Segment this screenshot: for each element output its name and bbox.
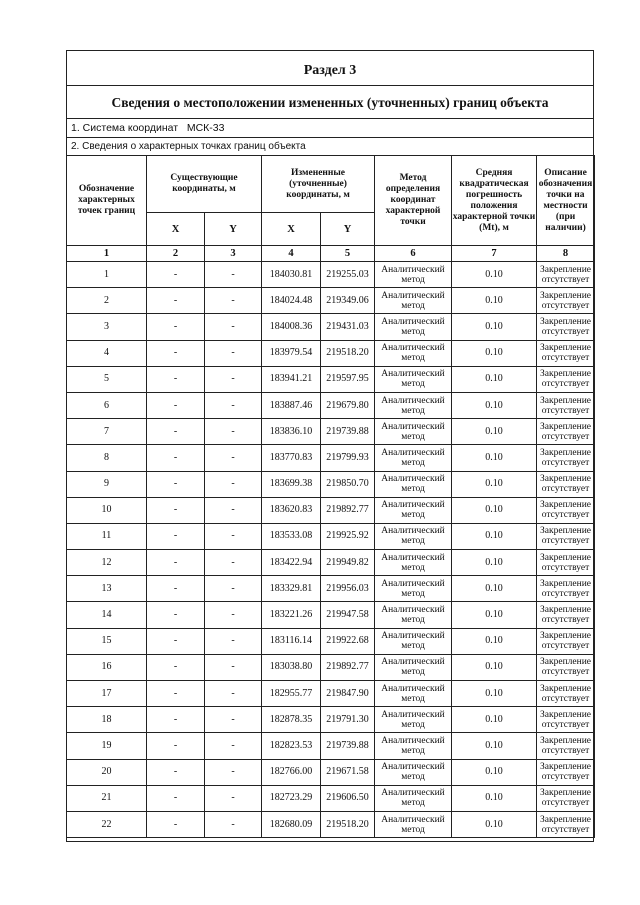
changed-y-cell: 219799.93 bbox=[321, 445, 375, 471]
table-row bbox=[67, 419, 595, 445]
point-number-cell: 13 bbox=[67, 576, 147, 602]
point-number-cell: 12 bbox=[67, 550, 147, 576]
table-row bbox=[67, 288, 595, 314]
column-number: 1 bbox=[67, 246, 147, 262]
method-cell: Аналитический метод bbox=[375, 707, 452, 733]
points-caption: 2. Сведения о характерных точках границ объекта bbox=[71, 141, 306, 152]
changed-y-cell: 219791.30 bbox=[321, 707, 375, 733]
existing-y-cell: - bbox=[205, 445, 262, 471]
coordinate-system-line bbox=[67, 119, 593, 138]
changed-y-cell: 219922.68 bbox=[321, 628, 375, 654]
existing-x-cell: - bbox=[147, 707, 205, 733]
description-cell: Закрепление отсутствует bbox=[537, 654, 595, 680]
description-cell: Закрепление отсутствует bbox=[537, 811, 595, 837]
accuracy-cell: 0.10 bbox=[452, 314, 537, 340]
header-changed-coordinates: Измененные (уточненные) координаты, м bbox=[262, 156, 375, 213]
accuracy-cell: 0.10 bbox=[452, 366, 537, 392]
changed-x-cell: 182766.00 bbox=[262, 759, 321, 785]
accuracy-cell: 0.10 bbox=[452, 523, 537, 549]
column-number: 6 bbox=[375, 246, 452, 262]
changed-x-cell: 183979.54 bbox=[262, 340, 321, 366]
changed-x-cell: 182823.53 bbox=[262, 733, 321, 759]
existing-x-cell: - bbox=[147, 392, 205, 418]
existing-y-cell: - bbox=[205, 262, 262, 288]
changed-x-cell: 183221.26 bbox=[262, 602, 321, 628]
method-cell: Аналитический метод bbox=[375, 523, 452, 549]
existing-y-cell: - bbox=[205, 419, 262, 445]
accuracy-cell: 0.10 bbox=[452, 497, 537, 523]
table-row bbox=[67, 576, 595, 602]
header-changed-x: X bbox=[262, 213, 321, 246]
point-number-cell: 6 bbox=[67, 392, 147, 418]
description-cell: Закрепление отсутствует bbox=[537, 366, 595, 392]
description-cell: Закрепление отсутствует bbox=[537, 628, 595, 654]
header-existing-coordinates: Существующие координаты, м bbox=[147, 156, 262, 213]
changed-x-cell: 183836.10 bbox=[262, 419, 321, 445]
point-number-cell: 3 bbox=[67, 314, 147, 340]
accuracy-cell: 0.10 bbox=[452, 759, 537, 785]
existing-x-cell: - bbox=[147, 314, 205, 340]
accuracy-cell: 0.10 bbox=[452, 811, 537, 837]
changed-y-cell: 219947.58 bbox=[321, 602, 375, 628]
point-number-cell: 21 bbox=[67, 785, 147, 811]
existing-y-cell: - bbox=[205, 550, 262, 576]
accuracy-cell: 0.10 bbox=[452, 654, 537, 680]
changed-y-cell: 219518.20 bbox=[321, 811, 375, 837]
table-row bbox=[67, 654, 595, 680]
changed-y-cell: 219956.03 bbox=[321, 576, 375, 602]
header-description: Описание обозначения точки на местности (при наличии) bbox=[537, 156, 595, 246]
header-accuracy: Средняя квадратическая погрешность положения характерной точки (Mt), м bbox=[452, 156, 537, 246]
changed-x-cell: 182955.77 bbox=[262, 681, 321, 707]
description-cell: Закрепление отсутствует bbox=[537, 733, 595, 759]
method-cell: Аналитический метод bbox=[375, 811, 452, 837]
changed-y-cell: 219597.95 bbox=[321, 366, 375, 392]
points-table-body bbox=[67, 262, 595, 838]
coordinate-system-label: 1. Система координат bbox=[71, 122, 179, 134]
table-row bbox=[67, 262, 595, 288]
table-row bbox=[67, 628, 595, 654]
method-cell: Аналитический метод bbox=[375, 654, 452, 680]
existing-y-cell: - bbox=[205, 785, 262, 811]
existing-x-cell: - bbox=[147, 785, 205, 811]
method-cell: Аналитический метод bbox=[375, 314, 452, 340]
changed-y-cell: 219606.50 bbox=[321, 785, 375, 811]
description-cell: Закрепление отсутствует bbox=[537, 445, 595, 471]
column-number: 4 bbox=[262, 246, 321, 262]
accuracy-cell: 0.10 bbox=[452, 681, 537, 707]
table-row bbox=[67, 602, 595, 628]
point-number-cell: 22 bbox=[67, 811, 147, 837]
existing-x-cell: - bbox=[147, 366, 205, 392]
changed-x-cell: 183699.38 bbox=[262, 471, 321, 497]
method-cell: Аналитический метод bbox=[375, 445, 452, 471]
table-row bbox=[67, 445, 595, 471]
existing-x-cell: - bbox=[147, 497, 205, 523]
accuracy-cell: 0.10 bbox=[452, 471, 537, 497]
existing-y-cell: - bbox=[205, 314, 262, 340]
existing-x-cell: - bbox=[147, 733, 205, 759]
changed-y-cell: 219925.92 bbox=[321, 523, 375, 549]
point-number-cell: 18 bbox=[67, 707, 147, 733]
description-cell: Закрепление отсутствует bbox=[537, 785, 595, 811]
changed-x-cell: 184024.48 bbox=[262, 288, 321, 314]
existing-y-cell: - bbox=[205, 366, 262, 392]
description-cell: Закрепление отсутствует bbox=[537, 340, 595, 366]
changed-y-cell: 219671.58 bbox=[321, 759, 375, 785]
accuracy-cell: 0.10 bbox=[452, 262, 537, 288]
accuracy-cell: 0.10 bbox=[452, 550, 537, 576]
document-frame bbox=[66, 50, 594, 842]
changed-y-cell: 219850.70 bbox=[321, 471, 375, 497]
method-cell: Аналитический метод bbox=[375, 419, 452, 445]
point-number-cell: 20 bbox=[67, 759, 147, 785]
existing-x-cell: - bbox=[147, 654, 205, 680]
existing-y-cell: - bbox=[205, 654, 262, 680]
header-changed-y: Y bbox=[321, 213, 375, 246]
changed-x-cell: 182680.09 bbox=[262, 811, 321, 837]
changed-x-cell: 183941.21 bbox=[262, 366, 321, 392]
existing-y-cell: - bbox=[205, 759, 262, 785]
point-number-cell: 16 bbox=[67, 654, 147, 680]
existing-x-cell: - bbox=[147, 628, 205, 654]
accuracy-cell: 0.10 bbox=[452, 602, 537, 628]
header-method: Метод определения координат характерной точки bbox=[375, 156, 452, 246]
existing-y-cell: - bbox=[205, 602, 262, 628]
description-cell: Закрепление отсутствует bbox=[537, 471, 595, 497]
description-cell: Закрепление отсутствует bbox=[537, 576, 595, 602]
method-cell: Аналитический метод bbox=[375, 785, 452, 811]
column-number: 8 bbox=[537, 246, 595, 262]
changed-y-cell: 219739.88 bbox=[321, 419, 375, 445]
method-cell: Аналитический метод bbox=[375, 471, 452, 497]
changed-y-cell: 219255.03 bbox=[321, 262, 375, 288]
table-row bbox=[67, 392, 595, 418]
method-cell: Аналитический метод bbox=[375, 576, 452, 602]
existing-y-cell: - bbox=[205, 288, 262, 314]
changed-y-cell: 219892.77 bbox=[321, 497, 375, 523]
method-cell: Аналитический метод bbox=[375, 392, 452, 418]
description-cell: Закрепление отсутствует bbox=[537, 392, 595, 418]
table-row bbox=[67, 759, 595, 785]
existing-x-cell: - bbox=[147, 288, 205, 314]
point-number-cell: 2 bbox=[67, 288, 147, 314]
method-cell: Аналитический метод bbox=[375, 288, 452, 314]
existing-x-cell: - bbox=[147, 262, 205, 288]
table-row bbox=[67, 811, 595, 837]
accuracy-cell: 0.10 bbox=[452, 445, 537, 471]
method-cell: Аналитический метод bbox=[375, 497, 452, 523]
existing-y-cell: - bbox=[205, 681, 262, 707]
changed-x-cell: 183770.83 bbox=[262, 445, 321, 471]
point-number-cell: 1 bbox=[67, 262, 147, 288]
header-existing-y: Y bbox=[205, 213, 262, 246]
accuracy-cell: 0.10 bbox=[452, 288, 537, 314]
table-row bbox=[67, 523, 595, 549]
point-number-cell: 7 bbox=[67, 419, 147, 445]
point-number-cell: 14 bbox=[67, 602, 147, 628]
existing-x-cell: - bbox=[147, 576, 205, 602]
description-cell: Закрепление отсутствует bbox=[537, 523, 595, 549]
changed-y-cell: 219349.06 bbox=[321, 288, 375, 314]
existing-x-cell: - bbox=[147, 445, 205, 471]
method-cell: Аналитический метод bbox=[375, 602, 452, 628]
existing-y-cell: - bbox=[205, 707, 262, 733]
existing-x-cell: - bbox=[147, 550, 205, 576]
changed-x-cell: 183422.94 bbox=[262, 550, 321, 576]
accuracy-cell: 0.10 bbox=[452, 340, 537, 366]
existing-x-cell: - bbox=[147, 811, 205, 837]
existing-x-cell: - bbox=[147, 471, 205, 497]
section-title: Раздел 3 bbox=[67, 51, 593, 86]
column-number: 5 bbox=[321, 246, 375, 262]
changed-x-cell: 182878.35 bbox=[262, 707, 321, 733]
changed-y-cell: 219679.80 bbox=[321, 392, 375, 418]
point-number-cell: 17 bbox=[67, 681, 147, 707]
header-designation: Обозначение характерных точек границ bbox=[67, 156, 147, 246]
point-number-cell: 9 bbox=[67, 471, 147, 497]
description-cell: Закрепление отсутствует bbox=[537, 497, 595, 523]
changed-y-cell: 219949.82 bbox=[321, 550, 375, 576]
method-cell: Аналитический метод bbox=[375, 340, 452, 366]
method-cell: Аналитический метод bbox=[375, 262, 452, 288]
existing-x-cell: - bbox=[147, 759, 205, 785]
existing-y-cell: - bbox=[205, 811, 262, 837]
method-cell: Аналитический метод bbox=[375, 366, 452, 392]
existing-y-cell: - bbox=[205, 471, 262, 497]
existing-y-cell: - bbox=[205, 576, 262, 602]
accuracy-cell: 0.10 bbox=[452, 419, 537, 445]
table-row bbox=[67, 366, 595, 392]
accuracy-cell: 0.10 bbox=[452, 628, 537, 654]
point-number-cell: 19 bbox=[67, 733, 147, 759]
changed-x-cell: 183116.14 bbox=[262, 628, 321, 654]
description-cell: Закрепление отсутствует bbox=[537, 602, 595, 628]
table-row bbox=[67, 785, 595, 811]
description-cell: Закрепление отсутствует bbox=[537, 314, 595, 340]
point-number-cell: 15 bbox=[67, 628, 147, 654]
table-row bbox=[67, 733, 595, 759]
table-row bbox=[67, 681, 595, 707]
table-row bbox=[67, 550, 595, 576]
changed-x-cell: 183038.80 bbox=[262, 654, 321, 680]
header-existing-x: X bbox=[147, 213, 205, 246]
table-row bbox=[67, 340, 595, 366]
existing-x-cell: - bbox=[147, 419, 205, 445]
document-title: Сведения о местоположении измененных (уточненных) границ объекта bbox=[67, 86, 593, 119]
point-number-cell: 4 bbox=[67, 340, 147, 366]
changed-x-cell: 183329.81 bbox=[262, 576, 321, 602]
point-number-cell: 8 bbox=[67, 445, 147, 471]
changed-y-cell: 219847.90 bbox=[321, 681, 375, 707]
existing-y-cell: - bbox=[205, 392, 262, 418]
description-cell: Закрепление отсутствует bbox=[537, 550, 595, 576]
existing-x-cell: - bbox=[147, 340, 205, 366]
changed-y-cell: 219518.20 bbox=[321, 340, 375, 366]
table-row bbox=[67, 314, 595, 340]
column-number: 7 bbox=[452, 246, 537, 262]
column-number: 3 bbox=[205, 246, 262, 262]
existing-y-cell: - bbox=[205, 340, 262, 366]
changed-x-cell: 184030.81 bbox=[262, 262, 321, 288]
method-cell: Аналитический метод bbox=[375, 681, 452, 707]
coordinate-system-value: МСК-33 bbox=[186, 122, 225, 134]
points-table bbox=[66, 155, 595, 838]
existing-x-cell: - bbox=[147, 523, 205, 549]
changed-x-cell: 182723.29 bbox=[262, 785, 321, 811]
point-number-cell: 11 bbox=[67, 523, 147, 549]
existing-y-cell: - bbox=[205, 733, 262, 759]
existing-y-cell: - bbox=[205, 497, 262, 523]
accuracy-cell: 0.10 bbox=[452, 576, 537, 602]
changed-x-cell: 184008.36 bbox=[262, 314, 321, 340]
description-cell: Закрепление отсутствует bbox=[537, 707, 595, 733]
description-cell: Закрепление отсутствует bbox=[537, 288, 595, 314]
method-cell: Аналитический метод bbox=[375, 550, 452, 576]
point-number-cell: 10 bbox=[67, 497, 147, 523]
description-cell: Закрепление отсутствует bbox=[537, 262, 595, 288]
point-number-cell: 5 bbox=[67, 366, 147, 392]
method-cell: Аналитический метод bbox=[375, 733, 452, 759]
changed-y-cell: 219431.03 bbox=[321, 314, 375, 340]
column-number-row bbox=[67, 246, 595, 262]
existing-y-cell: - bbox=[205, 523, 262, 549]
changed-y-cell: 219739.88 bbox=[321, 733, 375, 759]
existing-x-cell: - bbox=[147, 602, 205, 628]
changed-y-cell: 219892.77 bbox=[321, 654, 375, 680]
description-cell: Закрепление отсутствует bbox=[537, 419, 595, 445]
table-row bbox=[67, 497, 595, 523]
table-row bbox=[67, 471, 595, 497]
table-row bbox=[67, 707, 595, 733]
accuracy-cell: 0.10 bbox=[452, 733, 537, 759]
changed-x-cell: 183533.08 bbox=[262, 523, 321, 549]
changed-x-cell: 183887.46 bbox=[262, 392, 321, 418]
changed-x-cell: 183620.83 bbox=[262, 497, 321, 523]
description-cell: Закрепление отсутствует bbox=[537, 759, 595, 785]
method-cell: Аналитический метод bbox=[375, 759, 452, 785]
existing-x-cell: - bbox=[147, 681, 205, 707]
existing-y-cell: - bbox=[205, 628, 262, 654]
accuracy-cell: 0.10 bbox=[452, 707, 537, 733]
accuracy-cell: 0.10 bbox=[452, 785, 537, 811]
description-cell: Закрепление отсутствует bbox=[537, 681, 595, 707]
column-number: 2 bbox=[147, 246, 205, 262]
accuracy-cell: 0.10 bbox=[452, 392, 537, 418]
method-cell: Аналитический метод bbox=[375, 628, 452, 654]
